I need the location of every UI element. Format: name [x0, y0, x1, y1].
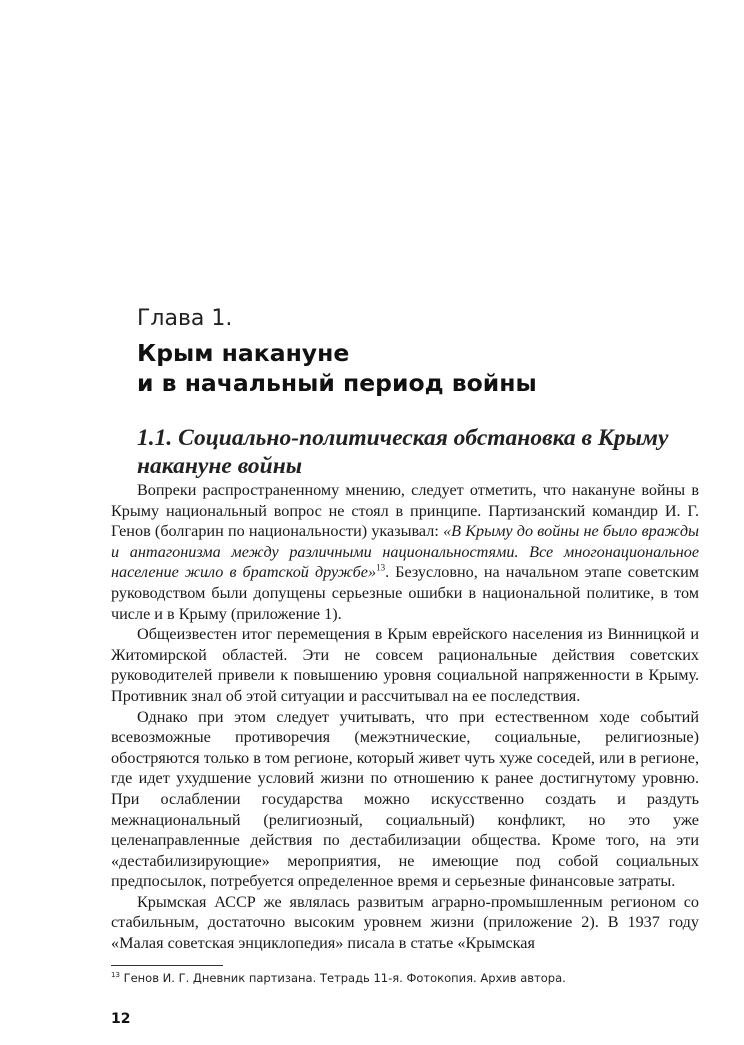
paragraph-1-lead: Вопреки распространенному мнению, следует отметить, что накануне войны в Крыму национальный вопрос не стоял в принципе. Партизанский командир И. Г. Генов (болгарин по национальности) указывал:	[111, 481, 699, 541]
footnote	[111, 971, 699, 985]
section-title-line-2: накануне войны	[137, 453, 303, 479]
paragraph-2: Общеизвестен итог перемещения в Крым еврейского населения из Винницкой и Житомирской областей. Эти не совсем рациональные действия советских руководителей привели к повышению уровня социальной напряженности в Крыму. Противник знал об этой ситуации и рассчитывал на ее последствия.	[111, 625, 699, 705]
footnote-number: 13	[111, 971, 120, 980]
page-number: 12	[111, 1011, 131, 1027]
chapter-label: Глава 1.	[137, 306, 233, 331]
footnote-divider	[111, 965, 223, 966]
chapter-title-line-2: и в начальный период войны	[137, 369, 537, 397]
paragraph-4: Крымская АССР же являлась развитым аграрно-промышленным регионом со стабильным, достаточно высоким уровнем жизни (приложение 2). В 1937 году «Малая советская энциклопедия» писала в статье «Крымская	[111, 892, 699, 953]
section-title	[137, 424, 697, 480]
section-title-line-1: 1.1. Социально-политическая обстановка в Крыму	[137, 425, 669, 451]
paragraph-1-tail: . Безусловно, на начальном этапе советским руководством были допущены серьезные ошибки в национальной политике, в том числе и в Крыму (приложение 1).	[111, 563, 700, 623]
footnote-text: Генов И. Г. Дневник партизана. Тетрадь 11-я. Фотокопия. Архив автора.	[123, 971, 566, 985]
genov-quote: «В Крыму до войны не было вражды и антагонизма между различными национальностями. Все многонациональное население жило в братской дружбе»	[111, 522, 700, 582]
footnote-ref: 13	[376, 562, 386, 573]
chapter-title	[137, 338, 657, 398]
paragraph-3: Однако при этом следует учитывать, что при естественном ходе событий всевозможные противоречия (межэтнические, социальные, религиозные) обостряются только в том регионе, который живет чуть хуже соседей, или в регионе, где идет ухудшение условий жизни по отношению к ранее достигнутому уровню. При ослаблении государства можно искусственно создать и раздуть межнациональный (религиозный, социальный) конфликт, но это уже целенаправленные действия по дестабилизации общества. Кроме того, на эти «дестабилизирующие» мероприятия, не имеющие под собой социальных предпосылок, потребуется определенное время и серьезные финансовые затраты.	[111, 707, 699, 891]
chapter-title-line-1: Крым накануне	[137, 339, 350, 367]
paragraph-1	[111, 480, 699, 624]
body-text	[111, 480, 699, 954]
